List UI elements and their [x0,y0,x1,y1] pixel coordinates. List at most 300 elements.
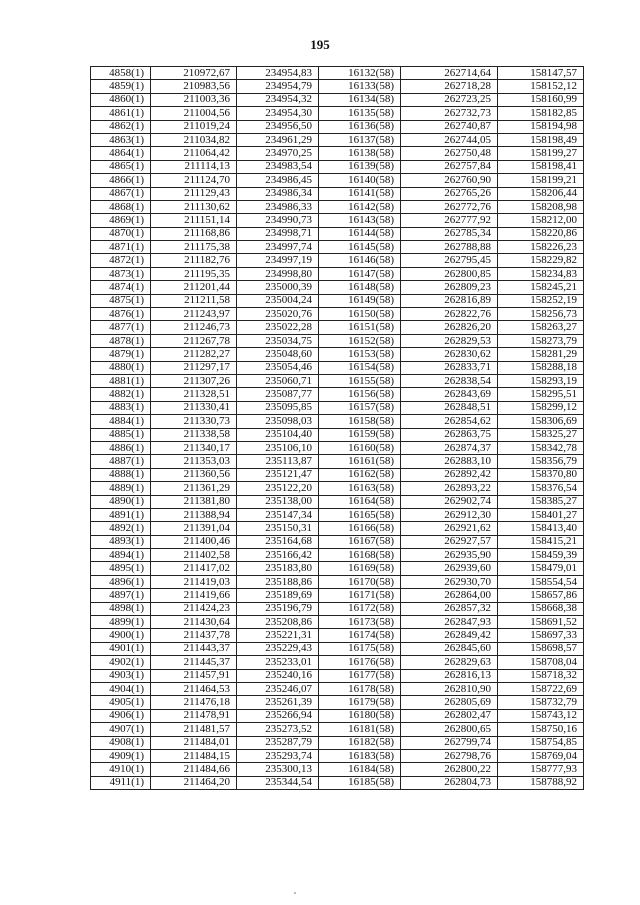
cell-x-coord-1: 211114,13 [151,160,237,173]
cell-x-coord-1: 211388,94 [151,508,237,521]
table-row [91,508,584,521]
cell-x-coord-1: 211175,38 [151,241,237,254]
cell-x-coord-1: 211246,73 [151,321,237,334]
table-row [91,334,584,347]
cell-x-coord-2: 262785,34 [401,227,498,240]
cell-y-coord-2: 158160,99 [498,93,584,106]
cell-point-id-1: 4903(1) [91,669,151,682]
table-row [91,214,584,227]
cell-x-coord-1: 211424,23 [151,602,237,615]
cell-y-coord-1: 235022,28 [237,321,319,334]
table-row [91,80,584,93]
cell-point-id-1: 4904(1) [91,682,151,695]
cell-x-coord-2: 262804,73 [401,776,498,789]
cell-point-id-1: 4896(1) [91,575,151,588]
cell-x-coord-1: 211464,20 [151,776,237,789]
cell-y-coord-1: 235189,69 [237,589,319,602]
cell-x-coord-2: 262772,76 [401,200,498,213]
cell-y-coord-2: 158743,12 [498,709,584,722]
cell-point-id-2: 16150(58) [319,308,401,321]
cell-x-coord-2: 262718,28 [401,80,498,93]
cell-point-id-2: 16158(58) [319,415,401,428]
cell-y-coord-2: 158356,79 [498,455,584,468]
table-row [91,187,584,200]
cell-point-id-1: 4900(1) [91,629,151,642]
cell-x-coord-1: 210983,56 [151,80,237,93]
cell-point-id-2: 16171(58) [319,589,401,602]
cell-y-coord-2: 158273,79 [498,334,584,347]
cell-point-id-2: 16145(58) [319,241,401,254]
cell-point-id-2: 16135(58) [319,107,401,120]
table-row [91,522,584,535]
cell-point-id-2: 16152(58) [319,334,401,347]
cell-y-coord-1: 235000,39 [237,281,319,294]
cell-point-id-1: 4859(1) [91,80,151,93]
table-row [91,549,584,562]
cell-x-coord-1: 211457,91 [151,669,237,682]
cell-x-coord-1: 211437,78 [151,629,237,642]
cell-point-id-1: 4865(1) [91,160,151,173]
cell-x-coord-1: 211391,04 [151,522,237,535]
table-row [91,749,584,762]
cell-x-coord-1: 211130,62 [151,200,237,213]
cell-y-coord-1: 235273,52 [237,723,319,736]
table-row [91,723,584,736]
cell-x-coord-1: 211328,51 [151,388,237,401]
cell-y-coord-1: 235060,71 [237,374,319,387]
cell-x-coord-2: 262800,85 [401,267,498,280]
table-row [91,441,584,454]
cell-point-id-1: 4880(1) [91,361,151,374]
cell-x-coord-1: 211282,27 [151,348,237,361]
cell-x-coord-2: 262805,69 [401,696,498,709]
cell-point-id-1: 4893(1) [91,535,151,548]
cell-x-coord-2: 262816,89 [401,294,498,307]
cell-point-id-2: 16178(58) [319,682,401,695]
cell-point-id-1: 4889(1) [91,482,151,495]
cell-x-coord-1: 211034,82 [151,133,237,146]
cell-x-coord-1: 210972,67 [151,67,237,80]
cell-y-coord-1: 235087,77 [237,388,319,401]
cell-x-coord-2: 262757,84 [401,160,498,173]
cell-y-coord-2: 158182,85 [498,107,584,120]
cell-x-coord-1: 211417,02 [151,562,237,575]
cell-x-coord-1: 211211,58 [151,294,237,307]
cell-x-coord-1: 211124,70 [151,174,237,187]
cell-y-coord-1: 235240,16 [237,669,319,682]
cell-y-coord-2: 158459,39 [498,549,584,562]
cell-point-id-2: 16165(58) [319,508,401,521]
table-row [91,93,584,106]
cell-y-coord-1: 235344,54 [237,776,319,789]
cell-x-coord-2: 262902,74 [401,495,498,508]
cell-y-coord-1: 235004,24 [237,294,319,307]
cell-point-id-1: 4909(1) [91,749,151,762]
cell-point-id-2: 16132(58) [319,67,401,80]
cell-x-coord-2: 262802,47 [401,709,498,722]
cell-point-id-2: 16160(58) [319,441,401,454]
cell-x-coord-1: 211340,17 [151,441,237,454]
cell-x-coord-2: 262843,69 [401,388,498,401]
cell-x-coord-1: 211201,44 [151,281,237,294]
cell-point-id-2: 16166(58) [319,522,401,535]
cell-point-id-1: 4863(1) [91,133,151,146]
cell-y-coord-2: 158245,21 [498,281,584,294]
cell-x-coord-2: 262927,57 [401,535,498,548]
cell-y-coord-1: 235054,46 [237,361,319,374]
cell-x-coord-1: 211267,78 [151,334,237,347]
cell-x-coord-2: 262810,90 [401,682,498,695]
cell-x-coord-2: 262830,62 [401,348,498,361]
cell-point-id-2: 16151(58) [319,321,401,334]
cell-x-coord-1: 211019,24 [151,120,237,133]
cell-y-coord-2: 158668,38 [498,602,584,615]
cell-point-id-1: 4876(1) [91,308,151,321]
cell-y-coord-1: 234986,45 [237,174,319,187]
cell-x-coord-1: 211484,01 [151,736,237,749]
cell-x-coord-2: 262847,93 [401,616,498,629]
cell-y-coord-2: 158198,41 [498,160,584,173]
cell-point-id-2: 16147(58) [319,267,401,280]
cell-point-id-2: 16146(58) [319,254,401,267]
cell-y-coord-1: 234956,50 [237,120,319,133]
cell-point-id-2: 16148(58) [319,281,401,294]
cell-x-coord-1: 211484,66 [151,763,237,776]
cell-x-coord-1: 211419,03 [151,575,237,588]
table-row [91,575,584,588]
cell-point-id-1: 4875(1) [91,294,151,307]
table-row [91,388,584,401]
cell-y-coord-1: 234997,19 [237,254,319,267]
cell-x-coord-1: 211330,41 [151,401,237,414]
cell-y-coord-1: 235048,60 [237,348,319,361]
table-row [91,147,584,160]
table-row [91,763,584,776]
cell-x-coord-2: 262854,62 [401,415,498,428]
table-row [91,428,584,441]
cell-x-coord-1: 211151,14 [151,214,237,227]
cell-x-coord-2: 262800,65 [401,723,498,736]
cell-x-coord-2: 262714,64 [401,67,498,80]
cell-y-coord-2: 158194,98 [498,120,584,133]
cell-x-coord-1: 211182,76 [151,254,237,267]
cell-point-id-2: 16162(58) [319,468,401,481]
cell-x-coord-2: 262863,75 [401,428,498,441]
cell-y-coord-2: 158299,12 [498,401,584,414]
table-row [91,401,584,414]
cell-y-coord-1: 235121,47 [237,468,319,481]
cell-y-coord-1: 235020,76 [237,308,319,321]
cell-point-id-2: 16167(58) [319,535,401,548]
table-row [91,682,584,695]
cell-y-coord-1: 235106,10 [237,441,319,454]
cell-x-coord-2: 262921,62 [401,522,498,535]
cell-y-coord-1: 235293,74 [237,749,319,762]
cell-point-id-2: 16184(58) [319,763,401,776]
cell-point-id-1: 4894(1) [91,549,151,562]
table-row [91,629,584,642]
table-row [91,267,584,280]
cell-point-id-2: 16136(58) [319,120,401,133]
table-row [91,160,584,173]
cell-point-id-1: 4862(1) [91,120,151,133]
cell-y-coord-2: 158698,57 [498,642,584,655]
cell-y-coord-1: 235164,68 [237,535,319,548]
cell-x-coord-2: 262795,45 [401,254,498,267]
cell-point-id-1: 4901(1) [91,642,151,655]
cell-y-coord-1: 235183,80 [237,562,319,575]
cell-x-coord-1: 211243,97 [151,308,237,321]
cell-x-coord-2: 262838,54 [401,374,498,387]
cell-y-coord-1: 235150,31 [237,522,319,535]
cell-x-coord-2: 262777,92 [401,214,498,227]
cell-y-coord-1: 235300,13 [237,763,319,776]
cell-y-coord-2: 158281,29 [498,348,584,361]
cell-x-coord-1: 211400,46 [151,535,237,548]
cell-point-id-2: 16183(58) [319,749,401,762]
cell-x-coord-2: 262883,10 [401,455,498,468]
cell-point-id-1: 4881(1) [91,374,151,387]
cell-point-id-1: 4888(1) [91,468,151,481]
cell-x-coord-1: 211307,26 [151,374,237,387]
cell-x-coord-1: 211443,37 [151,642,237,655]
cell-y-coord-1: 235113,87 [237,455,319,468]
cell-y-coord-2: 158198,49 [498,133,584,146]
cell-y-coord-2: 158152,12 [498,80,584,93]
cell-y-coord-1: 235196,79 [237,602,319,615]
table-row [91,696,584,709]
cell-x-coord-1: 211168,86 [151,227,237,240]
table-row [91,241,584,254]
cell-point-id-1: 4908(1) [91,736,151,749]
cell-y-coord-2: 158306,69 [498,415,584,428]
table-row [91,776,584,789]
cell-y-coord-1: 235246,07 [237,682,319,695]
cell-y-coord-1: 235261,39 [237,696,319,709]
cell-x-coord-2: 262829,63 [401,656,498,669]
cell-point-id-2: 16156(58) [319,388,401,401]
cell-point-id-2: 16185(58) [319,776,401,789]
cell-x-coord-1: 211297,17 [151,361,237,374]
cell-y-coord-1: 235221,31 [237,629,319,642]
cell-point-id-1: 4883(1) [91,401,151,414]
table-row [91,669,584,682]
cell-point-id-2: 16170(58) [319,575,401,588]
cell-y-coord-2: 158256,73 [498,308,584,321]
cell-y-coord-2: 158718,32 [498,669,584,682]
cell-point-id-2: 16155(58) [319,374,401,387]
cell-y-coord-2: 158401,27 [498,508,584,521]
table-row [91,562,584,575]
cell-point-id-1: 4867(1) [91,187,151,200]
cell-y-coord-1: 234954,79 [237,80,319,93]
cell-x-coord-2: 262864,00 [401,589,498,602]
cell-point-id-1: 4899(1) [91,616,151,629]
cell-y-coord-1: 234961,29 [237,133,319,146]
cell-point-id-2: 16143(58) [319,214,401,227]
cell-x-coord-2: 262912,30 [401,508,498,521]
cell-x-coord-2: 262732,73 [401,107,498,120]
cell-y-coord-2: 158754,85 [498,736,584,749]
table-row [91,174,584,187]
cell-point-id-1: 4895(1) [91,562,151,575]
cell-y-coord-1: 234998,71 [237,227,319,240]
cell-y-coord-2: 158220,86 [498,227,584,240]
table-row [91,348,584,361]
cell-y-coord-1: 234983,54 [237,160,319,173]
cell-x-coord-2: 262939,60 [401,562,498,575]
cell-y-coord-2: 158708,04 [498,656,584,669]
cell-point-id-1: 4861(1) [91,107,151,120]
cell-x-coord-2: 262930,70 [401,575,498,588]
cell-x-coord-1: 211478,91 [151,709,237,722]
cell-y-coord-2: 158295,51 [498,388,584,401]
cell-point-id-2: 16137(58) [319,133,401,146]
cell-x-coord-1: 211330,73 [151,415,237,428]
cell-x-coord-2: 262849,42 [401,629,498,642]
cell-y-coord-1: 234954,30 [237,107,319,120]
cell-point-id-2: 16177(58) [319,669,401,682]
cell-point-id-2: 16168(58) [319,549,401,562]
cell-y-coord-2: 158370,80 [498,468,584,481]
cell-y-coord-2: 158413,40 [498,522,584,535]
cell-point-id-1: 4911(1) [91,776,151,789]
cell-x-coord-2: 262799,74 [401,736,498,749]
cell-point-id-1: 4898(1) [91,602,151,615]
cell-point-id-1: 4891(1) [91,508,151,521]
cell-y-coord-1: 234998,80 [237,267,319,280]
coordinates-table-body [91,67,584,790]
cell-x-coord-2: 262893,22 [401,482,498,495]
cell-x-coord-1: 211464,53 [151,682,237,695]
cell-x-coord-2: 262788,88 [401,241,498,254]
cell-y-coord-2: 158147,57 [498,67,584,80]
cell-point-id-2: 16172(58) [319,602,401,615]
cell-point-id-1: 4892(1) [91,522,151,535]
cell-x-coord-1: 211360,56 [151,468,237,481]
cell-y-coord-2: 158750,16 [498,723,584,736]
cell-point-id-1: 4884(1) [91,415,151,428]
cell-y-coord-2: 158293,19 [498,374,584,387]
cell-y-coord-1: 234954,83 [237,67,319,80]
cell-point-id-2: 16161(58) [319,455,401,468]
cell-x-coord-1: 211419,66 [151,589,237,602]
table-row [91,709,584,722]
cell-x-coord-2: 262740,87 [401,120,498,133]
cell-y-coord-2: 158252,19 [498,294,584,307]
cell-y-coord-1: 235166,42 [237,549,319,562]
cell-point-id-1: 4873(1) [91,267,151,280]
cell-point-id-2: 16182(58) [319,736,401,749]
table-row [91,254,584,267]
cell-point-id-1: 4897(1) [91,589,151,602]
table-row [91,120,584,133]
cell-point-id-2: 16133(58) [319,80,401,93]
cell-point-id-1: 4872(1) [91,254,151,267]
page-number: 195 [310,37,330,52]
cell-point-id-2: 16153(58) [319,348,401,361]
table-row [91,616,584,629]
table-row [91,455,584,468]
cell-x-coord-1: 211129,43 [151,187,237,200]
cell-y-coord-1: 234986,34 [237,187,319,200]
cell-y-coord-2: 158554,54 [498,575,584,588]
cell-point-id-2: 16138(58) [319,147,401,160]
cell-point-id-2: 16140(58) [319,174,401,187]
cell-x-coord-2: 262765,26 [401,187,498,200]
cell-point-id-2: 16169(58) [319,562,401,575]
table-row [91,321,584,334]
cell-x-coord-2: 262826,20 [401,321,498,334]
cell-point-id-2: 16181(58) [319,723,401,736]
cell-y-coord-1: 234997,74 [237,241,319,254]
cell-x-coord-1: 211004,56 [151,107,237,120]
cell-y-coord-1: 234986,33 [237,200,319,213]
cell-point-id-2: 16174(58) [319,629,401,642]
cell-y-coord-2: 158769,04 [498,749,584,762]
cell-y-coord-2: 158732,79 [498,696,584,709]
cell-y-coord-2: 158777,93 [498,763,584,776]
cell-y-coord-2: 158415,21 [498,535,584,548]
cell-y-coord-1: 235098,03 [237,415,319,428]
coordinates-table [90,66,584,790]
cell-x-coord-2: 262744,05 [401,133,498,146]
cell-point-id-2: 16154(58) [319,361,401,374]
cell-x-coord-1: 211402,58 [151,549,237,562]
cell-point-id-1: 4866(1) [91,174,151,187]
cell-y-coord-2: 158229,82 [498,254,584,267]
cell-y-coord-1: 235104,40 [237,428,319,441]
cell-point-id-2: 16142(58) [319,200,401,213]
cell-point-id-2: 16139(58) [319,160,401,173]
cell-point-id-1: 4868(1) [91,200,151,213]
cell-y-coord-1: 235233,01 [237,656,319,669]
cell-point-id-1: 4886(1) [91,441,151,454]
cell-point-id-2: 16144(58) [319,227,401,240]
table-row [91,535,584,548]
cell-point-id-1: 4858(1) [91,67,151,80]
cell-y-coord-2: 158199,27 [498,147,584,160]
cell-point-id-2: 16157(58) [319,401,401,414]
cell-x-coord-2: 262833,71 [401,361,498,374]
cell-x-coord-2: 262935,90 [401,549,498,562]
table-row [91,107,584,120]
cell-point-id-1: 4905(1) [91,696,151,709]
cell-point-id-1: 4874(1) [91,281,151,294]
cell-x-coord-1: 211064,42 [151,147,237,160]
cell-point-id-1: 4902(1) [91,656,151,669]
cell-y-coord-2: 158208,98 [498,200,584,213]
cell-point-id-1: 4887(1) [91,455,151,468]
table-row [91,736,584,749]
cell-x-coord-2: 262760,90 [401,174,498,187]
cell-y-coord-2: 158697,33 [498,629,584,642]
table-row [91,468,584,481]
table-row [91,281,584,294]
cell-point-id-1: 4890(1) [91,495,151,508]
cell-y-coord-2: 158691,52 [498,616,584,629]
table-row [91,495,584,508]
cell-y-coord-1: 235188,86 [237,575,319,588]
cell-y-coord-2: 158722,69 [498,682,584,695]
cell-point-id-2: 16141(58) [319,187,401,200]
scan-speck [294,892,296,894]
table-row [91,133,584,146]
cell-x-coord-1: 211430,64 [151,616,237,629]
cell-x-coord-2: 262874,37 [401,441,498,454]
cell-x-coord-2: 262848,51 [401,401,498,414]
cell-y-coord-2: 158479,01 [498,562,584,575]
